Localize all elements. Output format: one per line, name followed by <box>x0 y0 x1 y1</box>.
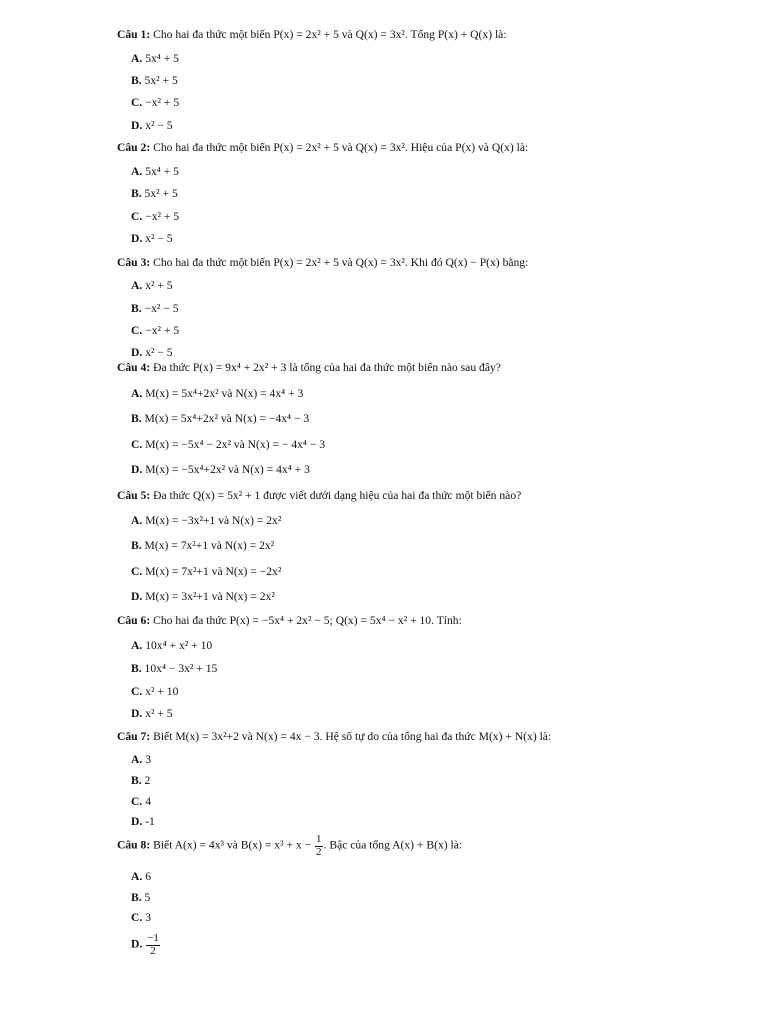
option-text: M(x) = 7x²+1 và N(x) = −2x² <box>145 565 282 578</box>
option-text: −x² + 5 <box>145 324 180 337</box>
option-1c[interactable] <box>131 96 179 109</box>
option-letter: C. <box>131 911 143 924</box>
option-letter: D. <box>131 119 143 132</box>
option-text: 4 <box>145 795 151 808</box>
option-5a[interactable] <box>131 514 281 527</box>
question-label: Câu 3: <box>117 256 151 269</box>
option-5d[interactable] <box>131 590 275 603</box>
question-label: Câu 4: <box>117 361 151 374</box>
question-5-stem <box>117 489 521 502</box>
option-1d[interactable] <box>131 119 173 132</box>
option-text: x² + 5 <box>145 279 173 292</box>
option-letter: A. <box>131 514 143 527</box>
option-2d[interactable] <box>131 232 173 245</box>
option-6c[interactable] <box>131 685 178 698</box>
fraction-numerator: −1 <box>147 932 159 944</box>
option-text: M(x) = −5x⁴+2x² và N(x) = 4x⁴ + 3 <box>145 463 310 476</box>
option-letter: C. <box>131 795 143 808</box>
option-letter: D. <box>131 707 143 720</box>
option-text: 5x⁴ + 5 <box>145 165 179 178</box>
option-1a[interactable] <box>131 52 179 65</box>
question-text: Biết M(x) = 3x²+2 và N(x) = 4x − 3. Hệ số tự do của tổng hai đa thức M(x) + N(x) là: <box>153 730 552 743</box>
option-letter: C. <box>131 685 143 698</box>
option-text: 3 <box>145 911 151 924</box>
option-letter: A. <box>131 165 143 178</box>
question-3-stem <box>117 256 528 269</box>
question-text: Cho hai đa thức một biến P(x) = 2x² + 5 và Q(x) = 3x². Khi đó Q(x) − P(x) bằng: <box>153 256 529 269</box>
option-4d[interactable] <box>131 463 310 476</box>
option-2b[interactable] <box>131 187 178 200</box>
option-text: M(x) = −5x⁴ − 2x² và N(x) = − 4x⁴ − 3 <box>145 438 326 451</box>
option-text: x² − 5 <box>145 232 173 245</box>
option-text: 5x² + 5 <box>144 187 178 200</box>
question-text-after: . Bậc của tổng A(x) + B(x) là: <box>323 838 463 852</box>
option-3b[interactable] <box>131 302 179 315</box>
option-letter: B. <box>131 662 142 675</box>
question-text-before: Biết A(x) = 4x³ và B(x) = x³ + x − <box>153 838 312 852</box>
option-letter: D. <box>131 590 143 603</box>
option-text: -1 <box>145 815 155 828</box>
option-3a[interactable] <box>131 279 173 292</box>
option-text: x² + 5 <box>145 707 173 720</box>
option-text: M(x) = 3x²+1 và N(x) = 2x² <box>145 590 275 603</box>
option-8a[interactable] <box>131 870 151 883</box>
option-7c[interactable] <box>131 795 151 808</box>
option-5c[interactable] <box>131 565 281 578</box>
option-4c[interactable] <box>131 438 325 451</box>
option-letter: D. <box>131 232 143 245</box>
question-1-stem <box>117 28 507 41</box>
option-letter: A. <box>131 870 143 883</box>
option-text: M(x) = 5x⁴+2x² và N(x) = −4x⁴ − 3 <box>144 412 310 425</box>
option-8d[interactable] <box>131 933 161 957</box>
option-text: 5x⁴ + 5 <box>145 52 179 65</box>
option-text: M(x) = −3x²+1 và N(x) = 2x² <box>145 514 282 527</box>
option-letter: B. <box>131 302 142 315</box>
option-text: −x² − 5 <box>144 302 179 315</box>
question-text: Cho hai đa thức một biến P(x) = 2x² + 5 và Q(x) = 3x². Tổng P(x) + Q(x) là: <box>153 28 507 41</box>
option-letter: B. <box>131 539 142 552</box>
fraction-denominator: 2 <box>316 845 322 858</box>
question-text: Cho hai đa thức một biến P(x) = 2x² + 5 và Q(x) = 3x². Hiệu của P(x) và Q(x) là: <box>153 141 529 154</box>
option-text: 10x⁴ + x² + 10 <box>145 639 213 652</box>
option-text: x² − 5 <box>145 119 173 132</box>
option-letter: A. <box>131 387 143 400</box>
option-7d[interactable] <box>131 815 155 828</box>
option-4b[interactable] <box>131 412 309 425</box>
option-3c[interactable] <box>131 324 179 337</box>
option-8b[interactable] <box>131 891 150 904</box>
option-letter: C. <box>131 210 143 223</box>
option-letter: B. <box>131 412 142 425</box>
question-text: Đa thức P(x) = 9x⁴ + 2x² + 3 là tổng của hai đa thức một biến nào sau đây? <box>153 361 501 374</box>
option-letter: A. <box>131 753 143 766</box>
option-text: M(x) = 5x⁴+2x² và N(x) = 4x⁴ + 3 <box>145 387 304 400</box>
option-letter: C. <box>131 324 143 337</box>
question-label: Câu 1: <box>117 28 151 41</box>
option-4a[interactable] <box>131 387 303 400</box>
option-text: 5 <box>144 891 151 904</box>
option-fraction <box>146 933 160 957</box>
question-6-stem <box>117 614 462 627</box>
option-3d[interactable] <box>131 346 173 359</box>
question-label: Câu 7: <box>117 730 151 743</box>
option-text: −x² + 5 <box>145 210 180 223</box>
option-text: x² − 5 <box>145 346 173 359</box>
option-letter: B. <box>131 74 142 87</box>
option-letter: C. <box>131 438 143 451</box>
question-7-stem <box>117 730 551 743</box>
option-2c[interactable] <box>131 210 179 223</box>
option-text: 10x⁴ − 3x² + 15 <box>144 662 218 675</box>
question-label: Câu 5: <box>117 489 151 502</box>
question-8-stem <box>117 834 462 858</box>
option-text: x² + 10 <box>145 685 179 698</box>
option-text: −x² + 5 <box>145 96 180 109</box>
option-text: M(x) = 7x²+1 và N(x) = 2x² <box>144 539 275 552</box>
option-letter: C. <box>131 565 143 578</box>
question-label: Câu 8: <box>117 838 151 852</box>
option-letter: A. <box>131 279 143 292</box>
option-5b[interactable] <box>131 539 274 552</box>
option-text: 3 <box>145 753 151 766</box>
option-text: 6 <box>145 870 151 883</box>
option-letter: C. <box>131 96 143 109</box>
stem-fraction <box>315 834 323 858</box>
option-2a[interactable] <box>131 165 179 178</box>
fraction-denominator: 2 <box>150 944 156 957</box>
option-text: 2 <box>144 774 151 787</box>
option-text: 5x² + 5 <box>144 74 178 87</box>
option-letter: D. <box>131 815 143 828</box>
option-7a[interactable] <box>131 753 151 766</box>
option-1b[interactable] <box>131 74 178 87</box>
question-4-stem <box>117 361 501 374</box>
question-label: Câu 6: <box>117 614 151 627</box>
question-text: Cho hai đa thức P(x) = −5x⁴ + 2x² − 5; Q(x) = 5x⁴ − x² + 10. Tính: <box>153 614 462 627</box>
question-2-stem <box>117 141 528 154</box>
question-text: Đa thức Q(x) = 5x² + 1 được viết dưới dạng hiệu của hai đa thức một biến nào? <box>153 489 522 502</box>
option-letter: B. <box>131 891 142 904</box>
option-6b[interactable] <box>131 662 217 675</box>
option-letter: B. <box>131 774 142 787</box>
option-letter: D. <box>131 463 143 476</box>
option-letter: A. <box>131 52 143 65</box>
option-letter: D. <box>131 937 143 951</box>
fraction-numerator: 1 <box>316 833 322 845</box>
option-7b[interactable] <box>131 774 150 787</box>
question-label: Câu 2: <box>117 141 151 154</box>
option-letter: A. <box>131 639 143 652</box>
option-6d[interactable] <box>131 707 173 720</box>
option-letter: D. <box>131 346 143 359</box>
option-8c[interactable] <box>131 911 151 924</box>
option-letter: B. <box>131 187 142 200</box>
option-6a[interactable] <box>131 639 212 652</box>
